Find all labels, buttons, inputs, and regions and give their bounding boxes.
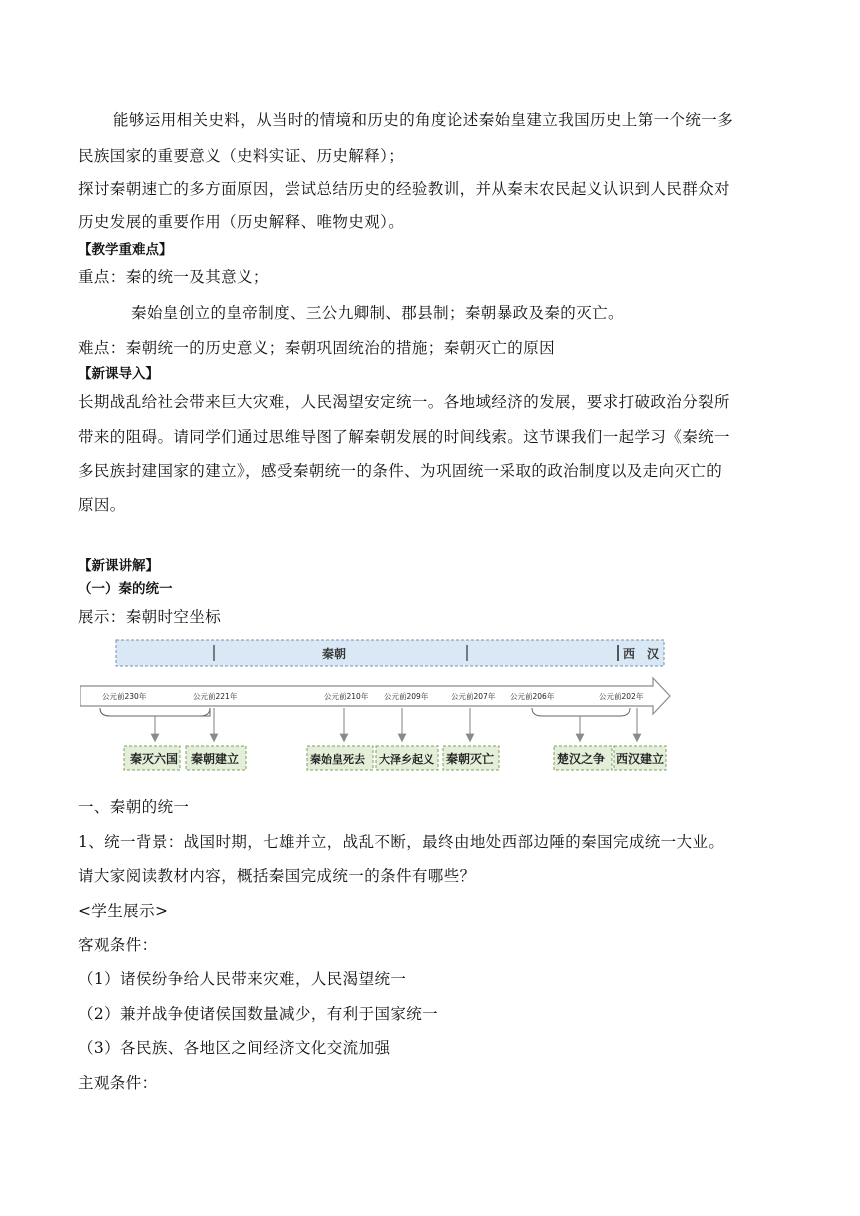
key-points-heading: 【教学重难点】 xyxy=(78,242,173,258)
lecture-sub-heading: （一）秦的统一 xyxy=(78,581,173,597)
event-label: 秦朝灭亡 xyxy=(446,752,495,766)
band-label-xihan: 西 汉 xyxy=(623,647,660,661)
subjective-conditions-label: 主观条件： xyxy=(78,1074,158,1092)
timeline-arrow xyxy=(80,678,670,714)
student-display: <学生展示> xyxy=(78,902,169,920)
event-label: 秦朝建立 xyxy=(191,752,240,766)
lecture-heading: 【新课讲解】 xyxy=(78,558,159,574)
intro-heading: 【新课导入】 xyxy=(78,366,159,382)
dynasty-band xyxy=(116,640,664,666)
date-label: 公元前210年 xyxy=(324,692,369,701)
date-label: 公元前207年 xyxy=(451,692,496,701)
event-label: 西汉建立 xyxy=(616,752,665,766)
event-label: 大泽乡起义 xyxy=(379,753,434,766)
intro-line-3: 多民族封建国家的建立》，感受秦朝统一的条件、为巩固统一采取的政治制度以及走向灭亡的 xyxy=(78,462,723,480)
event-label: 秦始皇死去 xyxy=(310,753,365,766)
date-label: 公元前209年 xyxy=(384,692,429,701)
objective-line-4: 历史发展的重要作用（历史解释、唯物史观）。 xyxy=(78,213,405,231)
condition-1: （1）诸侯纷争给人民带来灾难，人民渴望统一 xyxy=(78,970,407,988)
objective-conditions-label: 客观条件： xyxy=(78,936,158,954)
objective-line-2: 民族国家的重要意义（史料实证、历史解释）； xyxy=(78,147,405,165)
background-line-2: 请大家阅读教材内容，概括秦国完成统一的条件有哪些？ xyxy=(78,867,476,885)
bracket-qin-unification xyxy=(100,708,210,716)
condition-2: （2）兼并战争使诸侯国数量减少，有利于国家统一 xyxy=(78,1005,439,1023)
band-label-qin: 秦朝 xyxy=(322,647,347,661)
objective-line-1: 能够运用相关史料，从当时的情境和历史的角度论述秦始皇建立我国历史上第一个统一多 xyxy=(113,111,734,129)
event-label: 楚汉之争 xyxy=(557,752,606,766)
date-label: 公元前230年 xyxy=(102,692,147,701)
bracket-chu-han xyxy=(532,708,630,716)
date-label: 公元前221年 xyxy=(193,692,238,701)
qin-timeline-figure xyxy=(80,636,680,786)
focus-line-1: 重点：秦的统一及其意义； xyxy=(78,268,269,286)
intro-line-1: 长期战乱给社会带来巨大灾难，人民渴望安定统一。各地域经济的发展，要求打破政治分裂所 xyxy=(78,393,730,411)
date-label: 公元前206年 xyxy=(510,692,555,701)
show-label: 展示：秦朝时空坐标 xyxy=(78,608,222,626)
date-label: 公元前202年 xyxy=(599,692,644,701)
background-line-1: 1、统一背景：战国时期，七雄并立，战乱不断，最终由地处西部边陲的秦国完成统一大业。 xyxy=(78,833,725,851)
objective-line-3: 探讨秦朝速亡的多方面原因，尝试总结历史的经验教训，并从秦末农民起义认识到人民群众对 xyxy=(78,180,730,198)
section-title: 一、秦朝的统一 xyxy=(78,798,190,816)
condition-3: （3）各民族、各地区之间经济文化交流加强 xyxy=(78,1039,391,1057)
focus-line-2: 秦始皇创立的皇帝制度、三公九卿制、郡县制；秦朝暴政及秦的灭亡。 xyxy=(131,304,624,322)
intro-line-2: 带来的阻碍。请同学们通过思维导图了解秦朝发展的时间线索。这节课我们一起学习《秦统一 xyxy=(78,428,730,446)
difficulty-line: 难点：秦朝统一的历史意义；秦朝巩固统治的措施；秦朝灭亡的原因 xyxy=(78,339,556,357)
event-label: 秦灭六国 xyxy=(130,752,179,766)
intro-line-4: 原因。 xyxy=(78,496,126,514)
